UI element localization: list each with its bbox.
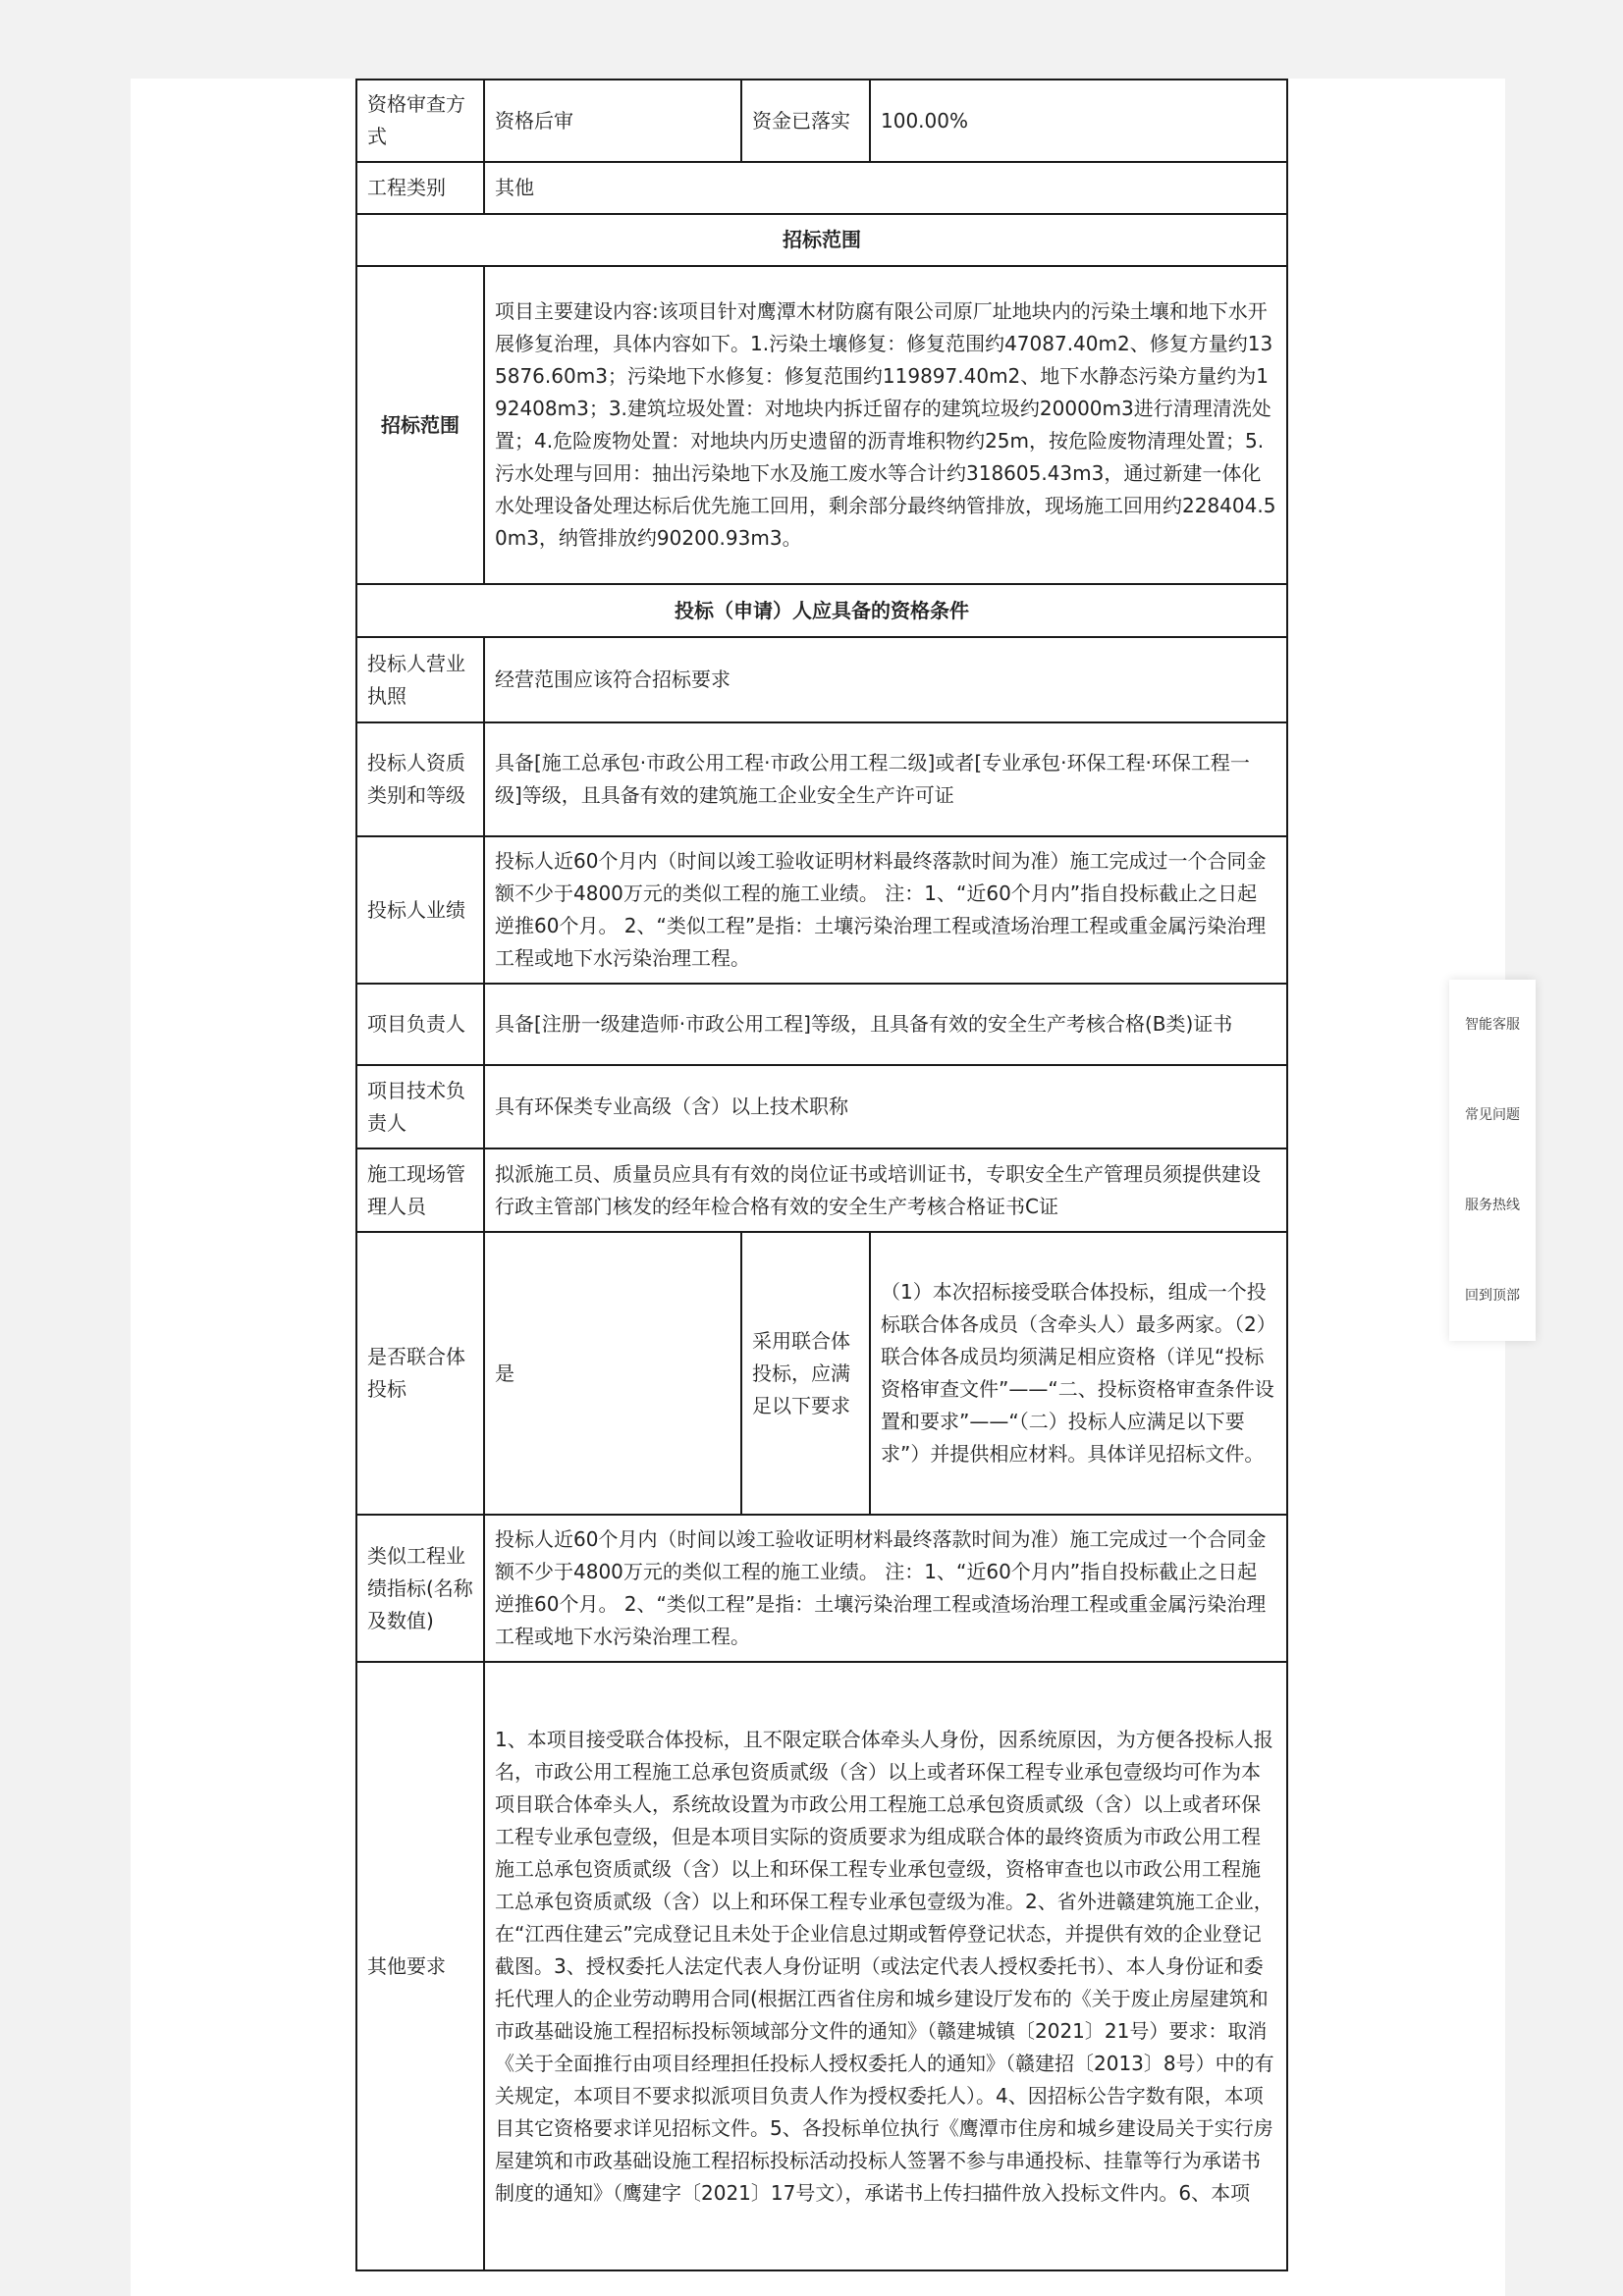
table-row <box>356 80 1287 162</box>
license-label: 投标人营业执照 <box>356 637 484 722</box>
pm-label: 项目负责人 <box>356 984 484 1065</box>
other-label: 其他要求 <box>356 1662 484 2270</box>
project-type-label: 工程类别 <box>356 162 484 214</box>
tech-label: 项目技术负责人 <box>356 1065 484 1148</box>
scope-section-title: 招标范围 <box>356 214 1287 266</box>
table-row <box>356 1148 1287 1232</box>
hotline-link[interactable]: 服务热线 <box>1465 1198 1520 1213</box>
license-value: 经营范围应该符合招标要求 <box>484 637 1287 722</box>
scope-value: 项目主要建设内容:该项目针对鹰潭木材防腐有限公司原厂址地块内的污染土壤和地下水开展修复治理，具体内容如下。1.污染土壤修复：修复范围约47087.40m2、修复方量约135876.60m3；污染地下水修复：修复范围约119897.40m2、地下水静态污染方量约为192408m3；3.建筑垃圾处置：对地块内拆迁留存的建筑垃圾约20000m3进行清理清洗处置；4.危险废物处置：对地块内历史遗留的沥青堆积物约25m，按危险废物清理处置；5.污水处理与回用：抽出污染地下水及施工废水等合计约318605.43m3，通过新建一体化水处理设备处理达标后优先施工回用，剩余部分最终纳管排放，现场施工回用约228404.50m3，纳管排放约90200.93m3。 <box>484 266 1287 584</box>
qual-method-value: 资格后审 <box>484 80 741 162</box>
table-row <box>356 836 1287 984</box>
table-row <box>356 1065 1287 1148</box>
funds-value: 100.00% <box>870 80 1287 162</box>
floating-service-panel <box>1449 980 1536 1341</box>
table-row <box>356 162 1287 214</box>
table-row <box>356 637 1287 722</box>
qual-section-title: 投标（申请）人应具备的资格条件 <box>356 584 1287 637</box>
tender-info-table <box>355 79 1288 2271</box>
site-value: 拟派施工员、质量员应具有有效的岗位证书或培训证书，专职安全生产管理员须提供建设行政主管部门核发的经年检合格有效的安全生产考核合格证书C证 <box>484 1148 1287 1232</box>
faq-link[interactable]: 常见问题 <box>1465 1107 1520 1123</box>
joint-value: 是 <box>484 1232 741 1515</box>
scope-label: 招标范围 <box>356 266 484 584</box>
grade-value: 具备[施工总承包·市政公用工程·市政公用工程二级]或者[专业承包·环保工程·环保工程一级]等级，且具备有效的建筑施工企业安全生产许可证 <box>484 722 1287 836</box>
table-row <box>356 214 1287 266</box>
project-type-value: 其他 <box>484 162 1287 214</box>
perf-label: 投标人业绩 <box>356 836 484 984</box>
table-row <box>356 1232 1287 1515</box>
other-value: 1、本项目接受联合体投标，且不限定联合体牵头人身份，因系统原因，为方便各投标人报名，市政公用工程施工总承包资质贰级（含）以上或者环保工程专业承包壹级均可作为本项目联合体牵头人，系统故设置为市政公用工程施工总承包资质贰级（含）以上或者环保工程专业承包壹级，但是本项目实际的资质要求为组成联合体的最终资质为市政公用工程施工总承包资质贰级（含）以上和环保工程专业承包壹级，资格审查也以市政公用工程施工总承包资质贰级（含）以上和环保工程专业承包壹级为准。2、省外进赣建筑施工企业，在“江西住建云”完成登记且未处于企业信息过期或暂停登记状态，并提供有效的企业登记截图。3、授权委托人法定代表人身份证明（或法定代表人授权委托书）、本人身份证和委托代理人的企业劳动聘用合同(根据江西省住房和城乡建设厅发布的《关于废止房屋建筑和市政基础设施工程招标投标领域部分文件的通知》（赣建城镇〔2021〕21号）要求：取消《关于全面推行由项目经理担任投标人授权委托人的通知》（赣建招〔2013〕8号）中的有关规定，本项目不要求拟派项目负责人作为授权委托人）。4、因招标公告字数有限，本项目其它资格要求详见招标文件。5、各投标单位执行《鹰潭市住房和城乡建设局关于实行房屋建筑和市政基础设施工程招标投标活动投标人签署不参与串通投标、挂靠等行为承诺书制度的通知》（鹰建字〔2021〕17号文），承诺书上传扫描件放入投标文件内。6、本项 <box>484 1662 1287 2270</box>
tech-value: 具有环保类专业高级（含）以上技术职称 <box>484 1065 1287 1148</box>
qual-method-label: 资格审查方式 <box>356 80 484 162</box>
table-row <box>356 1515 1287 1662</box>
joint-req-value: （1）本次招标接受联合体投标，组成一个投标联合体各成员（含牵头人）最多两家。（2）联合体各成员均须满足相应资格（详见“投标资格审查文件”——“二、投标资格审查条件设置和要求”——“（二）投标人应满足以下要求”）并提供相应材料。具体详见招标文件。 <box>870 1232 1287 1515</box>
smart-service-link[interactable]: 智能客服 <box>1465 1017 1520 1033</box>
site-label: 施工现场管理人员 <box>356 1148 484 1232</box>
joint-label: 是否联合体投标 <box>356 1232 484 1515</box>
table-row <box>356 1662 1287 2270</box>
pm-value: 具备[注册一级建造师·市政公用工程]等级，且具备有效的安全生产考核合格(B类)证书 <box>484 984 1287 1065</box>
table-row <box>356 984 1287 1065</box>
perf-value: 投标人近60个月内（时间以竣工验收证明材料最终落款时间为准）施工完成过一个合同金额不少于4800万元的类似工程的施工业绩。 注：1、“近60个月内”指自投标截止之日起逆推60个月。 2、“类似工程”是指：土壤污染治理工程或渣场治理工程或重金属污染治理工程或地下水污染治理工程。 <box>484 836 1287 984</box>
back-to-top-button[interactable]: 回到顶部 <box>1465 1288 1520 1304</box>
table-row <box>356 584 1287 637</box>
similar-label: 类似工程业绩指标(名称及数值) <box>356 1515 484 1662</box>
joint-req-label: 采用联合体投标，应满足以下要求 <box>741 1232 870 1515</box>
table-row <box>356 266 1287 584</box>
table-row <box>356 722 1287 836</box>
similar-value: 投标人近60个月内（时间以竣工验收证明材料最终落款时间为准）施工完成过一个合同金额不少于4800万元的类似工程的施工业绩。 注：1、“近60个月内”指自投标截止之日起逆推60个月。 2、“类似工程”是指：土壤污染治理工程或渣场治理工程或重金属污染治理工程或地下水污染治理工程。 <box>484 1515 1287 1662</box>
grade-label: 投标人资质类别和等级 <box>356 722 484 836</box>
funds-label: 资金已落实 <box>741 80 870 162</box>
